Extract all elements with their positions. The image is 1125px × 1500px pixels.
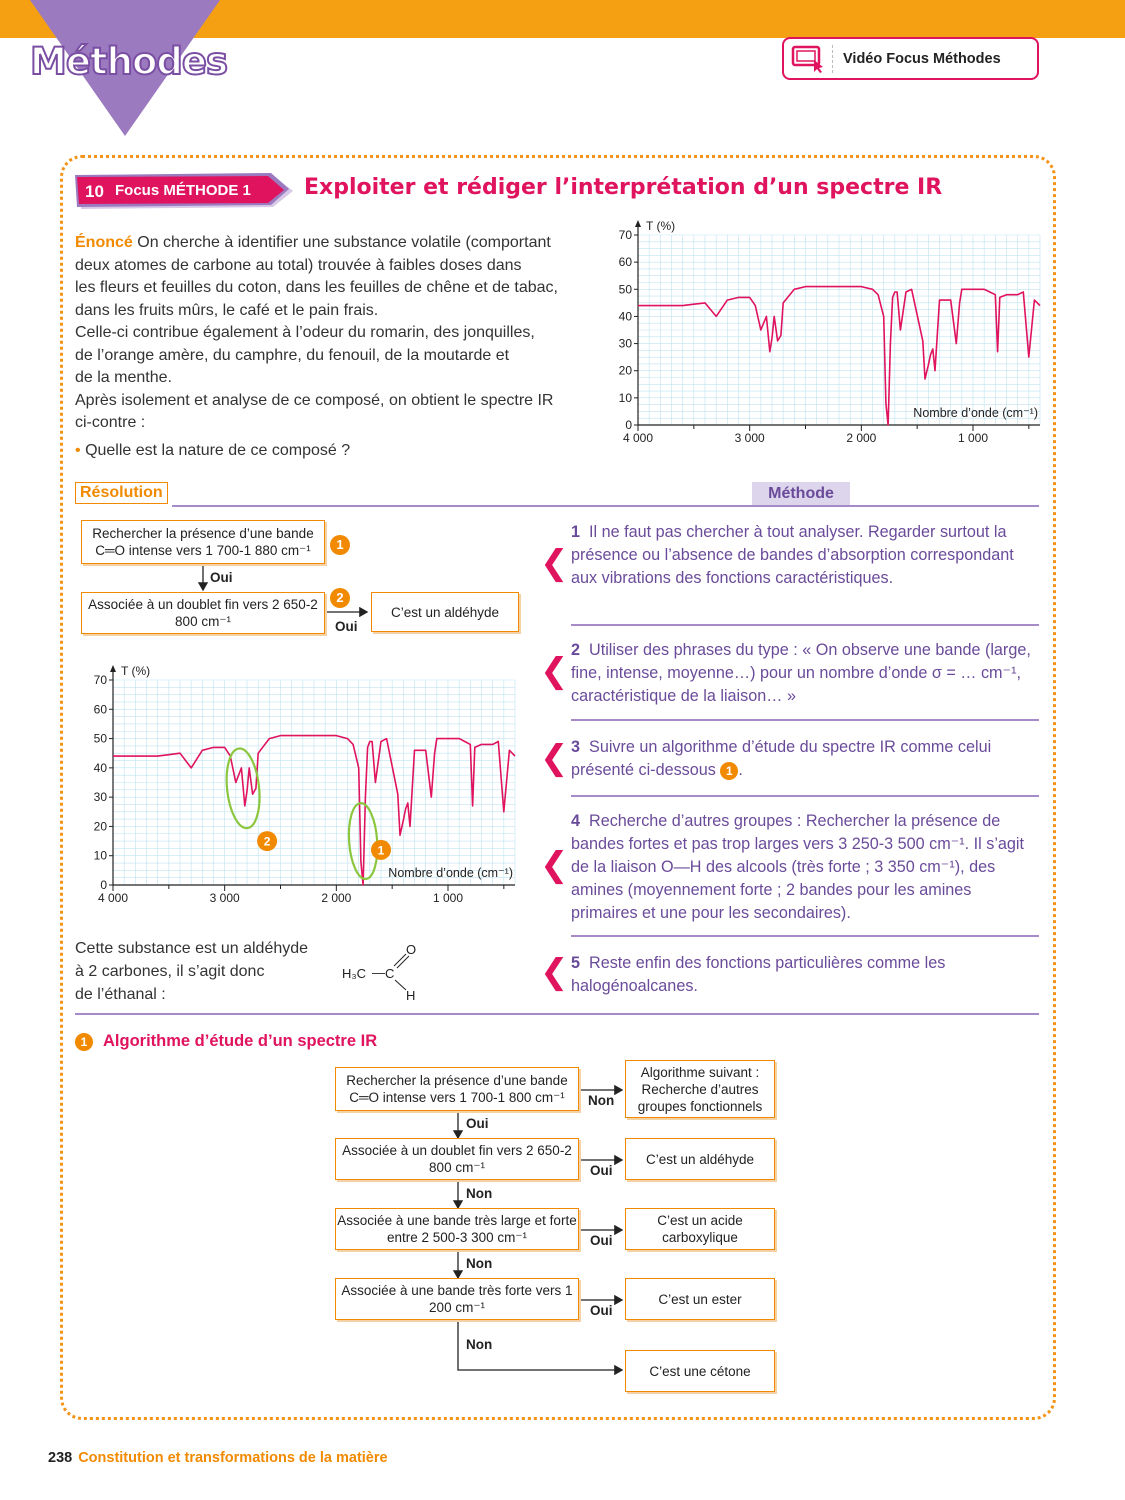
methode-item: 1 Il ne faut pas chercher à tout analyser. Regarder surtout la présence ou l’absence de bandes d’absorption correspondant aux vibrations des fonctions caractéristiques. <box>571 523 1014 587</box>
methode-item: 2 Utiliser des phrases du type : « On observe une bande (large, fine, intense, moyenne…) pour un nombre d’onde σ = … cm⁻¹, caractéristique de la liaison… » <box>571 641 1031 705</box>
method-number: 10 <box>85 182 104 201</box>
y-tick-label: 0 <box>100 878 107 892</box>
chevron-left-icon: ❮ <box>540 738 569 778</box>
methode-divider <box>571 719 1039 721</box>
y-tick-label: 30 <box>618 336 632 351</box>
algo-step: Rechercher la présence d’une bande C═O intense vers 1 700-1 800 cm⁻¹ <box>335 1067 579 1111</box>
video-screen-icon <box>784 39 832 78</box>
methode-label: Méthode <box>752 482 850 506</box>
y-tick-label: 20 <box>93 819 107 834</box>
algorithm-title-text: Algorithme d’étude d’un spectre IR <box>103 1032 378 1050</box>
badge-2: 2 <box>330 588 350 608</box>
section-divider <box>75 1013 1039 1015</box>
chevron-left-icon: ❮ <box>540 651 569 691</box>
page-title: Méthodes <box>30 40 227 83</box>
methode-item: 5 Reste enfin des fonctions particulières comme les halogénoalcanes. <box>571 954 946 995</box>
enonce-line: de la menthe. <box>75 369 172 386</box>
y-axis-arrow <box>635 220 641 227</box>
conclusion-line: Cette substance est un aldéhyde <box>75 940 309 957</box>
x-axis-label: Nombre d’onde (cm⁻¹) <box>913 406 1038 420</box>
conclusion <box>75 937 335 1006</box>
methode-divider <box>571 624 1039 626</box>
enonce-block <box>75 232 595 462</box>
formula-o: O <box>406 942 417 957</box>
x-tick-label: 1 000 <box>957 431 989 445</box>
y-tick-label: 40 <box>618 309 632 324</box>
formula-c: C <box>385 966 395 981</box>
y-tick-label: 50 <box>618 282 632 297</box>
y-tick-label: 50 <box>93 731 107 746</box>
methode-item: 4 Recherche d’autres groupes : Rechercher la présence de bandes fortes et pas trop larges vers 3 250-3 500 cm⁻¹. Il s’agit de la liaison O—H des alcools (très forte ; 3 350 cm⁻¹), des amines (moyennement forte ; 2 bandes pour les amines primaires et une pour les secondaires). <box>571 812 1025 922</box>
annotation-label: 1 <box>377 843 385 858</box>
y-tick-label: 70 <box>618 228 632 242</box>
chapter-title: Constitution et transformations de la matière <box>78 1450 388 1466</box>
y-axis-label: T (%) <box>121 664 151 678</box>
method-title: Exploiter et rédiger l’interprétation d’un spectre IR <box>304 175 943 200</box>
annotation-label: 2 <box>263 834 271 849</box>
enonce-line: Après isolement et analyse de ce composé, on obtient le spectre IR <box>75 391 554 409</box>
conclusion-line: de l’éthanal : <box>75 986 166 1003</box>
yes-label: Oui <box>210 570 233 585</box>
algo-result: C’est un acide carboxylique <box>625 1208 775 1250</box>
enonce-line: de l’orange amère, du camphre, du fenouil, de la moutarde et <box>75 346 510 364</box>
y-tick-label: 20 <box>618 363 632 378</box>
formula-bond: — <box>372 965 385 980</box>
y-axis-label: T (%) <box>646 219 676 233</box>
x-tick-label: 4 000 <box>97 891 129 905</box>
y-tick-label: 60 <box>93 702 107 717</box>
enonce-line: Celle-ci contribue également à l’odeur du romarin, des jonquilles, <box>75 324 535 341</box>
x-tick-label: 2 000 <box>321 891 352 905</box>
enonce-line: On cherche à identifier une substance volatile (comportant <box>132 234 551 251</box>
focus-label: Focus MÉTHODE 1 <box>115 182 251 199</box>
enonce-line: deux atomes de carbone au total) trouvée à faibles doses dans <box>75 256 522 274</box>
x-tick-label: 2 000 <box>846 431 877 445</box>
y-tick-label: 30 <box>93 790 107 805</box>
y-tick-label: 70 <box>93 673 107 687</box>
resolution-step-1: Rechercher la présence d’une bande C═O intense vers 1 700-1 880 cm⁻¹ <box>81 520 325 564</box>
ir-spectrum-annotated-chart <box>75 660 520 925</box>
footer <box>48 1450 388 1466</box>
no-label: Non <box>588 1093 615 1108</box>
methode-divider <box>571 935 1039 937</box>
algo-result: C’est un ester <box>625 1278 775 1320</box>
enonce-line: ci-contre : <box>75 414 146 431</box>
formula-ch3: H₃C <box>342 966 367 981</box>
badge-1: 1 <box>330 535 350 555</box>
section-divider <box>172 505 1039 507</box>
algorithm-badge: 1 <box>75 1033 93 1051</box>
yes-label: Oui <box>590 1233 613 1248</box>
video-label: Vidéo Focus Méthodes <box>843 50 1001 67</box>
chevron-left-icon: ❮ <box>540 952 569 992</box>
chevron-left-icon: ❮ <box>540 845 569 885</box>
yes-label: Oui <box>466 1116 489 1131</box>
algo-result: Algorithme suivant : Recherche d’autres groupes fonctionnels <box>625 1060 775 1118</box>
algo-step: Associée à un doublet fin vers 2 650-2 800 cm⁻¹ <box>335 1138 579 1180</box>
y-tick-label: 60 <box>618 255 632 270</box>
y-axis-arrow <box>110 665 116 672</box>
enonce-line: dans les fruits mûrs, le café et le pain frais. <box>75 301 379 319</box>
no-label: Non <box>466 1186 493 1201</box>
x-axis-label: Nombre d’onde (cm⁻¹) <box>388 866 513 880</box>
methode-item: 3 Suivre un algorithme d’étude du spectre IR comme celui présenté ci-dessous 1 . <box>571 738 992 779</box>
resolution-result: C’est un aldéhyde <box>371 592 519 632</box>
enonce-label: Énoncé <box>75 234 133 251</box>
methode-divider <box>571 795 1039 797</box>
x-tick-label: 4 000 <box>622 431 654 445</box>
no-label: Non <box>466 1256 493 1271</box>
enonce-line: les fleurs et feuilles du coton, dans les feuilles de chêne et de tabac, <box>75 279 558 296</box>
page-number: 238 <box>48 1450 73 1466</box>
algo-final-result: C’est une cétone <box>625 1350 775 1392</box>
resolution-step-2: Associée à un doublet fin vers 2 650-2 800 cm⁻¹ <box>81 592 325 634</box>
video-focus-button[interactable] <box>782 37 1039 80</box>
no-label: Non <box>466 1337 493 1352</box>
yes-label: Oui <box>335 619 358 634</box>
ethanal-formula <box>340 940 440 1010</box>
resolution-label: Résolution <box>75 482 168 504</box>
chevron-left-icon: ❮ <box>540 543 569 583</box>
y-tick-label: 10 <box>93 848 107 863</box>
yes-label: Oui <box>590 1303 613 1318</box>
question-bullet: • <box>75 441 81 459</box>
conclusion-line: à 2 carbones, il s’agit donc <box>75 963 265 980</box>
x-tick-label: 3 000 <box>209 891 240 905</box>
algorithm-title <box>75 1032 377 1051</box>
question: Quelle est la nature de ce composé ? <box>85 441 351 459</box>
algo-step: Associée à une bande très forte vers 1 200 cm⁻¹ <box>335 1278 579 1320</box>
y-tick-label: 40 <box>93 760 107 775</box>
algo-step: Associée à une bande très large et forte entre 2 500-3 300 cm⁻¹ <box>335 1208 579 1250</box>
formula-h: H <box>406 988 416 1003</box>
focus-badge <box>75 173 297 211</box>
ir-spectrum-chart <box>600 215 1045 465</box>
yes-label: Oui <box>590 1163 613 1178</box>
algo-result: C’est un aldéhyde <box>625 1138 775 1180</box>
x-tick-label: 3 000 <box>734 431 765 445</box>
x-tick-label: 1 000 <box>432 891 464 905</box>
y-tick-label: 10 <box>618 390 632 405</box>
y-tick-label: 0 <box>625 418 632 432</box>
